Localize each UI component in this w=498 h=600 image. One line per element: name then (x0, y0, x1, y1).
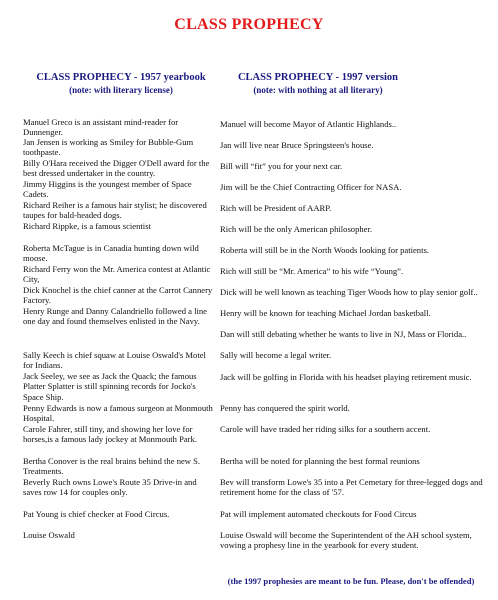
prophecy-1997-entry: Rich will be the only American philosopher. (220, 224, 373, 234)
prophecy-1957-entry: Richard Rippke, is a famous scientist (23, 221, 151, 231)
prophecy-1957-entry: Richard Reiher is a famous hair stylist; he discovered taupes for bald-headed dogs. (23, 200, 207, 221)
prophecy-1997-entry: Manuel will become Mayor of Atlantic Highlands.. (220, 119, 397, 129)
prophecy-1997-entry: Rich will still be “Mr. America” to his wife “Young”. (220, 266, 404, 276)
prophecy-1997-entry: Roberta will still be in the North Woods looking for patients. (220, 245, 429, 255)
prophecy-1957-entry: Bertha Conover is the real brains behind the new S. Treatments. (23, 456, 201, 477)
prophecy-1997-entry: Pat will implement automated checkouts for Food Circus (220, 509, 417, 519)
prophecy-1997-entry: Dan will still debating whether he wants to live in NJ, Mass or Florida.. (220, 329, 467, 339)
prophecy-1997-entry: Louise Oswald will become the Superintendent of the AH school system, vowing a prophesy line in the yearbook for every student. (220, 530, 472, 551)
prophecy-1997-entry: Jack will be golfing in Florida with his headset playing retirement music. (220, 372, 472, 382)
right-column-heading (218, 72, 418, 96)
prophecy-1957-entry: Jan Jensen is working as Smiley for Bubble-Gum toothpaste. (23, 137, 194, 158)
prophecy-1957-entry: Penny Edwards is now a famous surgeon at Monmouth Hospital. (23, 403, 213, 424)
prophecy-1997-entry: Bill will “fit” you for your next car. (220, 161, 343, 171)
prophecy-1957-entry: Louise Oswald (23, 530, 75, 540)
left-column-heading (26, 72, 216, 96)
prophecy-1957-entry: Jack Seeley, we see as Jack the Quack; the famous Platter Splatter is still spinning records for Jocko's Space Ship. (23, 371, 197, 402)
prophecy-1997-entry: Rich will be President of AARP. (220, 203, 332, 213)
prophecy-1997-entry: Jim will be the Chief Contracting Officer for NASA. (220, 182, 402, 192)
prophecy-1957-entry: Carole Fahrer, still tiny, and showing her love for horses,is a famous lady jockey at Monmouth Park. (23, 424, 197, 445)
prophecy-1957-entry: Beverly Ruch owns Lowe's Route 35 Drive-in and saves row 14 for couples only. (23, 477, 197, 498)
prophecy-1957-entry: Henry Runge and Danny Calandriello followed a line one day and found themselves enlisted in the Navy. (23, 306, 207, 327)
prophecy-1997-entry: Sally will become a legal writer. (220, 350, 332, 360)
prophecy-1957-entry: Roberta McTague is in Canadia hunting down wild moose. (23, 243, 199, 264)
prophecy-1957-entry: Sally Keech is chief squaw at Louise Oswald's Motel for Indians. (23, 350, 206, 371)
footer-disclaimer: (the 1997 prophesies are meant to be fun. Please, don't be offended) (227, 576, 475, 586)
prophecy-1957-entry: Manuel Greco is an assistant mind-reader for Dunnenger. (23, 117, 179, 138)
prophecy-1997-entry: Bev will transform Lowe's 35 into a Pet Cemetary for three-legged dogs and retirement home for the class of '57. (220, 477, 483, 498)
left-heading-note: (note: with literary license) (69, 85, 173, 95)
prophecy-1957-entry: Dick Knochel is the chief canner at the Carrot Cannery Factory. (23, 285, 213, 306)
right-heading-note: (note: with nothing at all literary) (253, 85, 383, 95)
prophecy-1957-entry: Jimmy Higgins is the youngest member of Space Cadets. (23, 179, 192, 200)
left-heading-text: CLASS PROPHECY - 1957 yearbook (36, 72, 206, 83)
prophecy-1957-entry: Richard Ferry won the Mr. America contest at Atlantic City, (23, 264, 211, 285)
right-heading-text: CLASS PROPHECY - 1997 version (237, 72, 399, 83)
prophecy-1997-entry: Jan will live near Bruce Springsteen's house. (220, 140, 374, 150)
prophecy-1997-entry: Henry will be known for teaching Michael Jordan basketball. (220, 308, 431, 318)
prophecy-1997-entry: Dick will be well known as teaching Tiger Woods how to play senior golf.. (220, 287, 478, 297)
prophecy-1997-entry: Carole will have traded her riding silks for a southern accent. (220, 424, 431, 434)
prophecy-1957-entry: Billy O'Hara received the Digger O'Dell award for the best dressed undertaker in the country. (23, 158, 210, 179)
page-title: CLASS PROPHECY (174, 16, 324, 33)
prophecy-1997-entry: Bertha will be noted for planning the best formal reunions (220, 456, 420, 466)
prophecy-1997-entry: Penny has conquered the spirit world. (220, 403, 350, 413)
prophecy-1957-entry: Pat Young is chief checker at Food Circus. (23, 509, 170, 519)
